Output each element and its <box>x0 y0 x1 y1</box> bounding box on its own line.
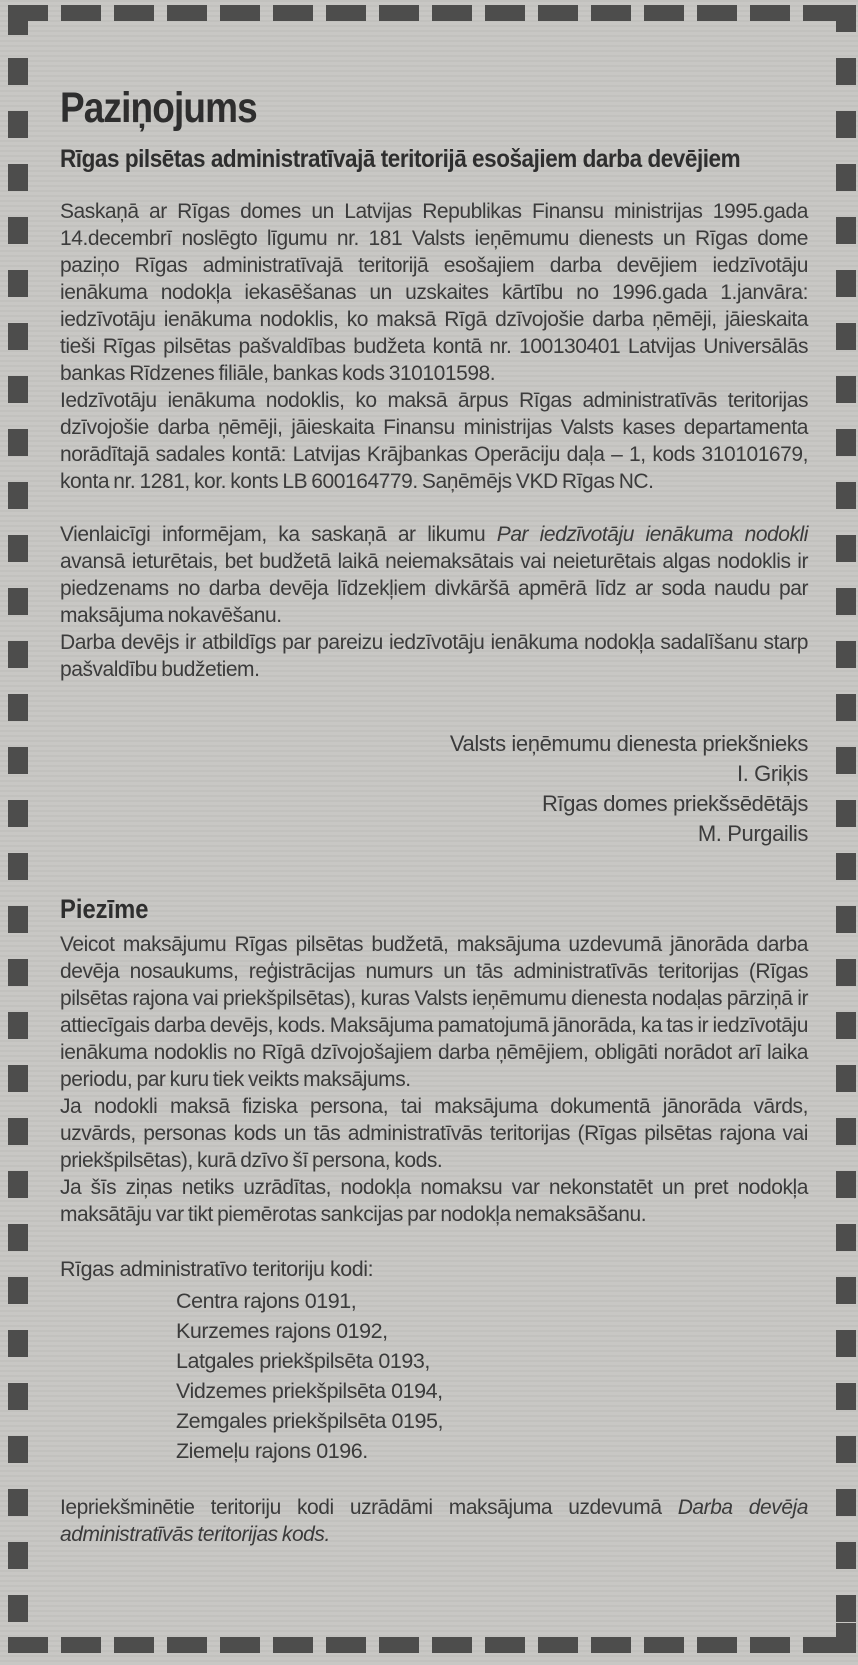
dashed-border-top <box>8 5 852 21</box>
footer-paragraph-text: Iepriekšminētie teritoriju kodi uzrādāmi maksājuma uzdevumā <box>60 1496 678 1519</box>
dashed-border-left <box>8 5 28 1653</box>
footer-paragraph <box>60 1494 808 1548</box>
intro-paragraph-2: Iedzīvotāju ienākuma nodoklis, ko maksā ārpus Rīgas administratīvās teritorijas dzīvojošie darba ņēmēji, jāieskaita Finansu ministrijas Valsts kases departamenta norādītajā sadales kontā: Latvijas Krājbankas Operāciju daļa – 1, kods 310101679, konta nr. 1281, kor. konts LB 600164779. Saņēmējs VKD Rīgas NC. <box>60 389 808 493</box>
signature-block <box>60 729 808 849</box>
territory-code-item: Zemgales priekšpilsēta 0195, <box>176 1409 444 1433</box>
footer-term-italic: Darba devēja administratīvās teritorijas kods. <box>60 1496 808 1546</box>
info-section <box>60 521 808 683</box>
territory-codes-intro: Rīgas administratīvo teritoriju kodi: <box>60 1257 374 1281</box>
dashed-border-corner-top-left <box>8 5 28 35</box>
signature-name-2: M. Purgailis <box>697 821 808 846</box>
note-paragraph-2: Ja nodokli maksā fiziska persona, tai maksājuma dokumentā jānorāda vārds, uzvārds, personas kods un tās administratīvās teritorijas (Rīgas pilsētas rajona vai priekšpilsētas), kurā dzīvo šī persona, kods. <box>60 1095 808 1172</box>
territory-code-item: Ziemeļu rajons 0196. <box>176 1439 368 1463</box>
territory-codes-section <box>60 1254 808 1466</box>
intro-section <box>60 198 808 495</box>
law-title-italic: Par iedzīvotāju ienākuma nodokli <box>496 523 808 546</box>
note-paragraph-1: Veicot maksājumu Rīgas pilsētas budžetā, maksājuma uzdevumā jānorāda darba devēja nosaukums, reģistrācijas numurs un tās administratīvās teritorijas (Rīgas pilsētas rajona vai priekšpilsētas), kuras Valsts ieņēmumu dienesta nodaļas pārziņā ir attiecīgais darba devējs, kods. Maksājuma pamatojumā jānorāda, ka tas ir iedzīvotāju ienākuma nodoklis no Rīgā dzīvojošajiem darba ņēmējiem, obligāti norādot arī laika periodu, par kuru tiek veikts maksājums. <box>60 933 808 1091</box>
info-paragraph-1-continuation: avansā ieturētais, bet budžetā laikā neiemaksātais vai neieturētais algas nodoklis ir piedzenams no darba devēja līdzekļiem divkāršā apmērā līdz ar soda naudu par maksājuma nokavēšanu. <box>60 550 808 627</box>
info-paragraph-2: Darba devējs ir atbildīgs par pareizu iedzīvotāju ienākuma nodokļa sadalīšanu starp pašvaldību budžetiem. <box>60 631 808 681</box>
note-heading: Piezīme <box>60 894 149 924</box>
territory-codes-list <box>60 1286 808 1466</box>
dashed-border-right <box>836 5 856 1653</box>
dashed-border-bottom <box>8 1637 852 1653</box>
territory-code-item: Centra rajons 0191, <box>176 1289 357 1313</box>
dashed-border-corner-bottom-right <box>836 1623 856 1653</box>
territory-code-item: Kurzemes rajons 0192, <box>176 1319 388 1343</box>
territory-code-item: Vidzemes priekšpilsēta 0194, <box>176 1379 443 1403</box>
intro-paragraph-1: Saskaņā ar Rīgas domes un Latvijas Republikas Finansu ministrijas 1995.gada 14.decembrī noslēgto līgumu nr. 181 Valsts ieņēmumu dienests un Rīgas dome paziņo Rīgas administratīvajā teritorijā esošajiem darba devējiem iedzīvotāju ienākuma nodokļa iekasēšanas un uzskaites kārtību no 1996.gada 1.janvāra: iedzīvotāju ienākuma nodoklis, ko maksā Rīgā dzīvojošie darba ņēmēji, jāieskaita tieši Rīgas pilsētas pašvaldības budžeta kontā nr. 100130401 Latvijas Universālās bankas Rīdzenes filiāle, bankas kods 310101598. <box>60 200 808 385</box>
page-title: Paziņojums <box>60 84 257 132</box>
note-paragraph-3: Ja šīs ziņas netiks uzrādītas, nodokļa nomaksu var nekonstatēt un pret nodokļa maksātāju var tikt piemērotas sankcijas par nodokļa nemaksāšanu. <box>60 1176 808 1226</box>
page-subtitle: Rīgas pilsētas administratīvajā teritorijā esošajiem darba devējiem <box>60 145 741 173</box>
signature-role-1: Valsts ieņēmumu dienesta priekšnieks <box>449 731 808 756</box>
signature-name-1: I. Griķis <box>737 761 808 786</box>
footer-section <box>60 1494 808 1548</box>
document-content <box>60 86 808 1548</box>
signature-role-2: Rīgas domes priekšsēdētājs <box>542 791 808 816</box>
note-section <box>60 931 808 1228</box>
territory-code-item: Latgales priekšpilsēta 0193, <box>176 1349 430 1373</box>
info-paragraph-1-text: Vienlaicīgi informējam, ka saskaņā ar likumu <box>60 523 497 546</box>
info-paragraph-1 <box>60 521 808 629</box>
